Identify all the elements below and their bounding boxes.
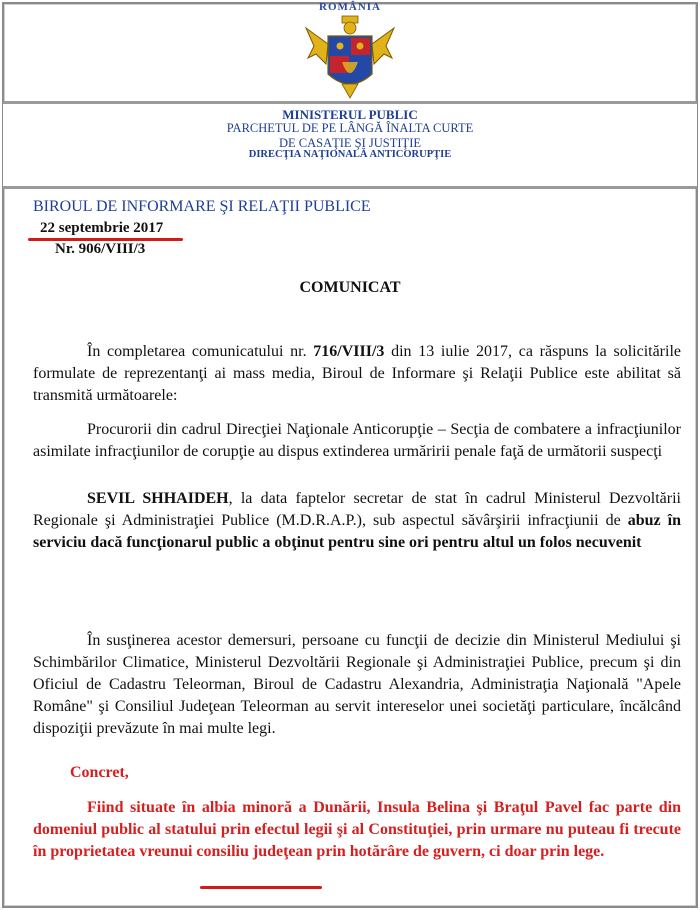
court-name: DE CASAŢIE ŞI JUSTIŢIE <box>278 136 421 150</box>
document-title: COMUNICAT <box>299 279 401 296</box>
concret-heading: Concret, <box>70 764 129 781</box>
country-label: ROMÂNIA <box>319 1 381 13</box>
paragraph-procurors: Procurorii din cadrul Direcţiei Naţionale Anticorupţie – Secţia de combatere a infracţiunilor asimilate infracţiunilor de corupţie au dispus extinderea urmăririi penale faţă de următorii suspecţi <box>33 421 681 460</box>
highlighted-phrase: ci doar prin lege <box>489 843 601 860</box>
paragraph-support: În susţinerea acestor demersuri, persoane cu funcţii de decizie din Ministerul Mediului şi Schimbărilor Climatice, Ministerul Dezvoltării Regionale şi Administraţiei Publice, precum şi din Oficiul de Cadastru Teleorman, Biroul de Cadastru Alexandria, Administraţia Naţională "Apele Române" şi Consiliul Judeţean Teleorman au servit intereselor unei societăţi particulare, încălcând dispoziţii prevăzute în mai multe legi. <box>33 632 681 737</box>
document-number: Nr. 906/VIII/3 <box>55 241 146 257</box>
directorate-name: DIRECŢIA NAŢIONALĂ ANTICORUPŢIE <box>248 149 452 160</box>
document-date: 22 septembrie 2017 <box>40 220 164 236</box>
bureau-name: BIROUL DE INFORMARE ŞI RELAŢII PUBLICE <box>33 198 371 215</box>
paragraph-suspect: SEVIL SHHAIDEH, la data faptelor secretar de stat în cadrul Ministerul Dezvoltării Regionale şi Administraţiei Publice (M.D.R.A.P.), sub aspectul săvârşirii infracţiunii de abuz în serviciu dacă funcţionarul public a obţinut pentru sine ori pentru altul un folos necuvenit <box>33 490 681 551</box>
coat-of-arms-icon <box>298 14 402 100</box>
phrase-underline-mark <box>200 886 322 889</box>
paragraph-concret: Fiind situate în albia minoră a Dunării, Insula Belina şi Braţul Pavel fac parte din domeniul public al statului prin efectul legii şi al Constituţiei, prin urmare nu puteau fi trecute în proprietatea vreunui consiliu judeţean prin hotărâre de guvern, ci doar prin lege. <box>33 799 681 860</box>
prosecutor-office: PARCHETUL DE PE LÂNGĂ ÎNALTA CURTE <box>226 121 474 135</box>
paragraph-intro: În completarea comunicatului nr. 716/VIII/3 din 13 iulie 2017, ca răspuns la solicitările formulate de reprezentanţi ai mass media, Biroul de Informare şi Relaţii Publice este abilitat să transmită următoarele: <box>33 343 681 404</box>
ministry-name: MINISTERUL PUBLIC <box>282 107 418 122</box>
